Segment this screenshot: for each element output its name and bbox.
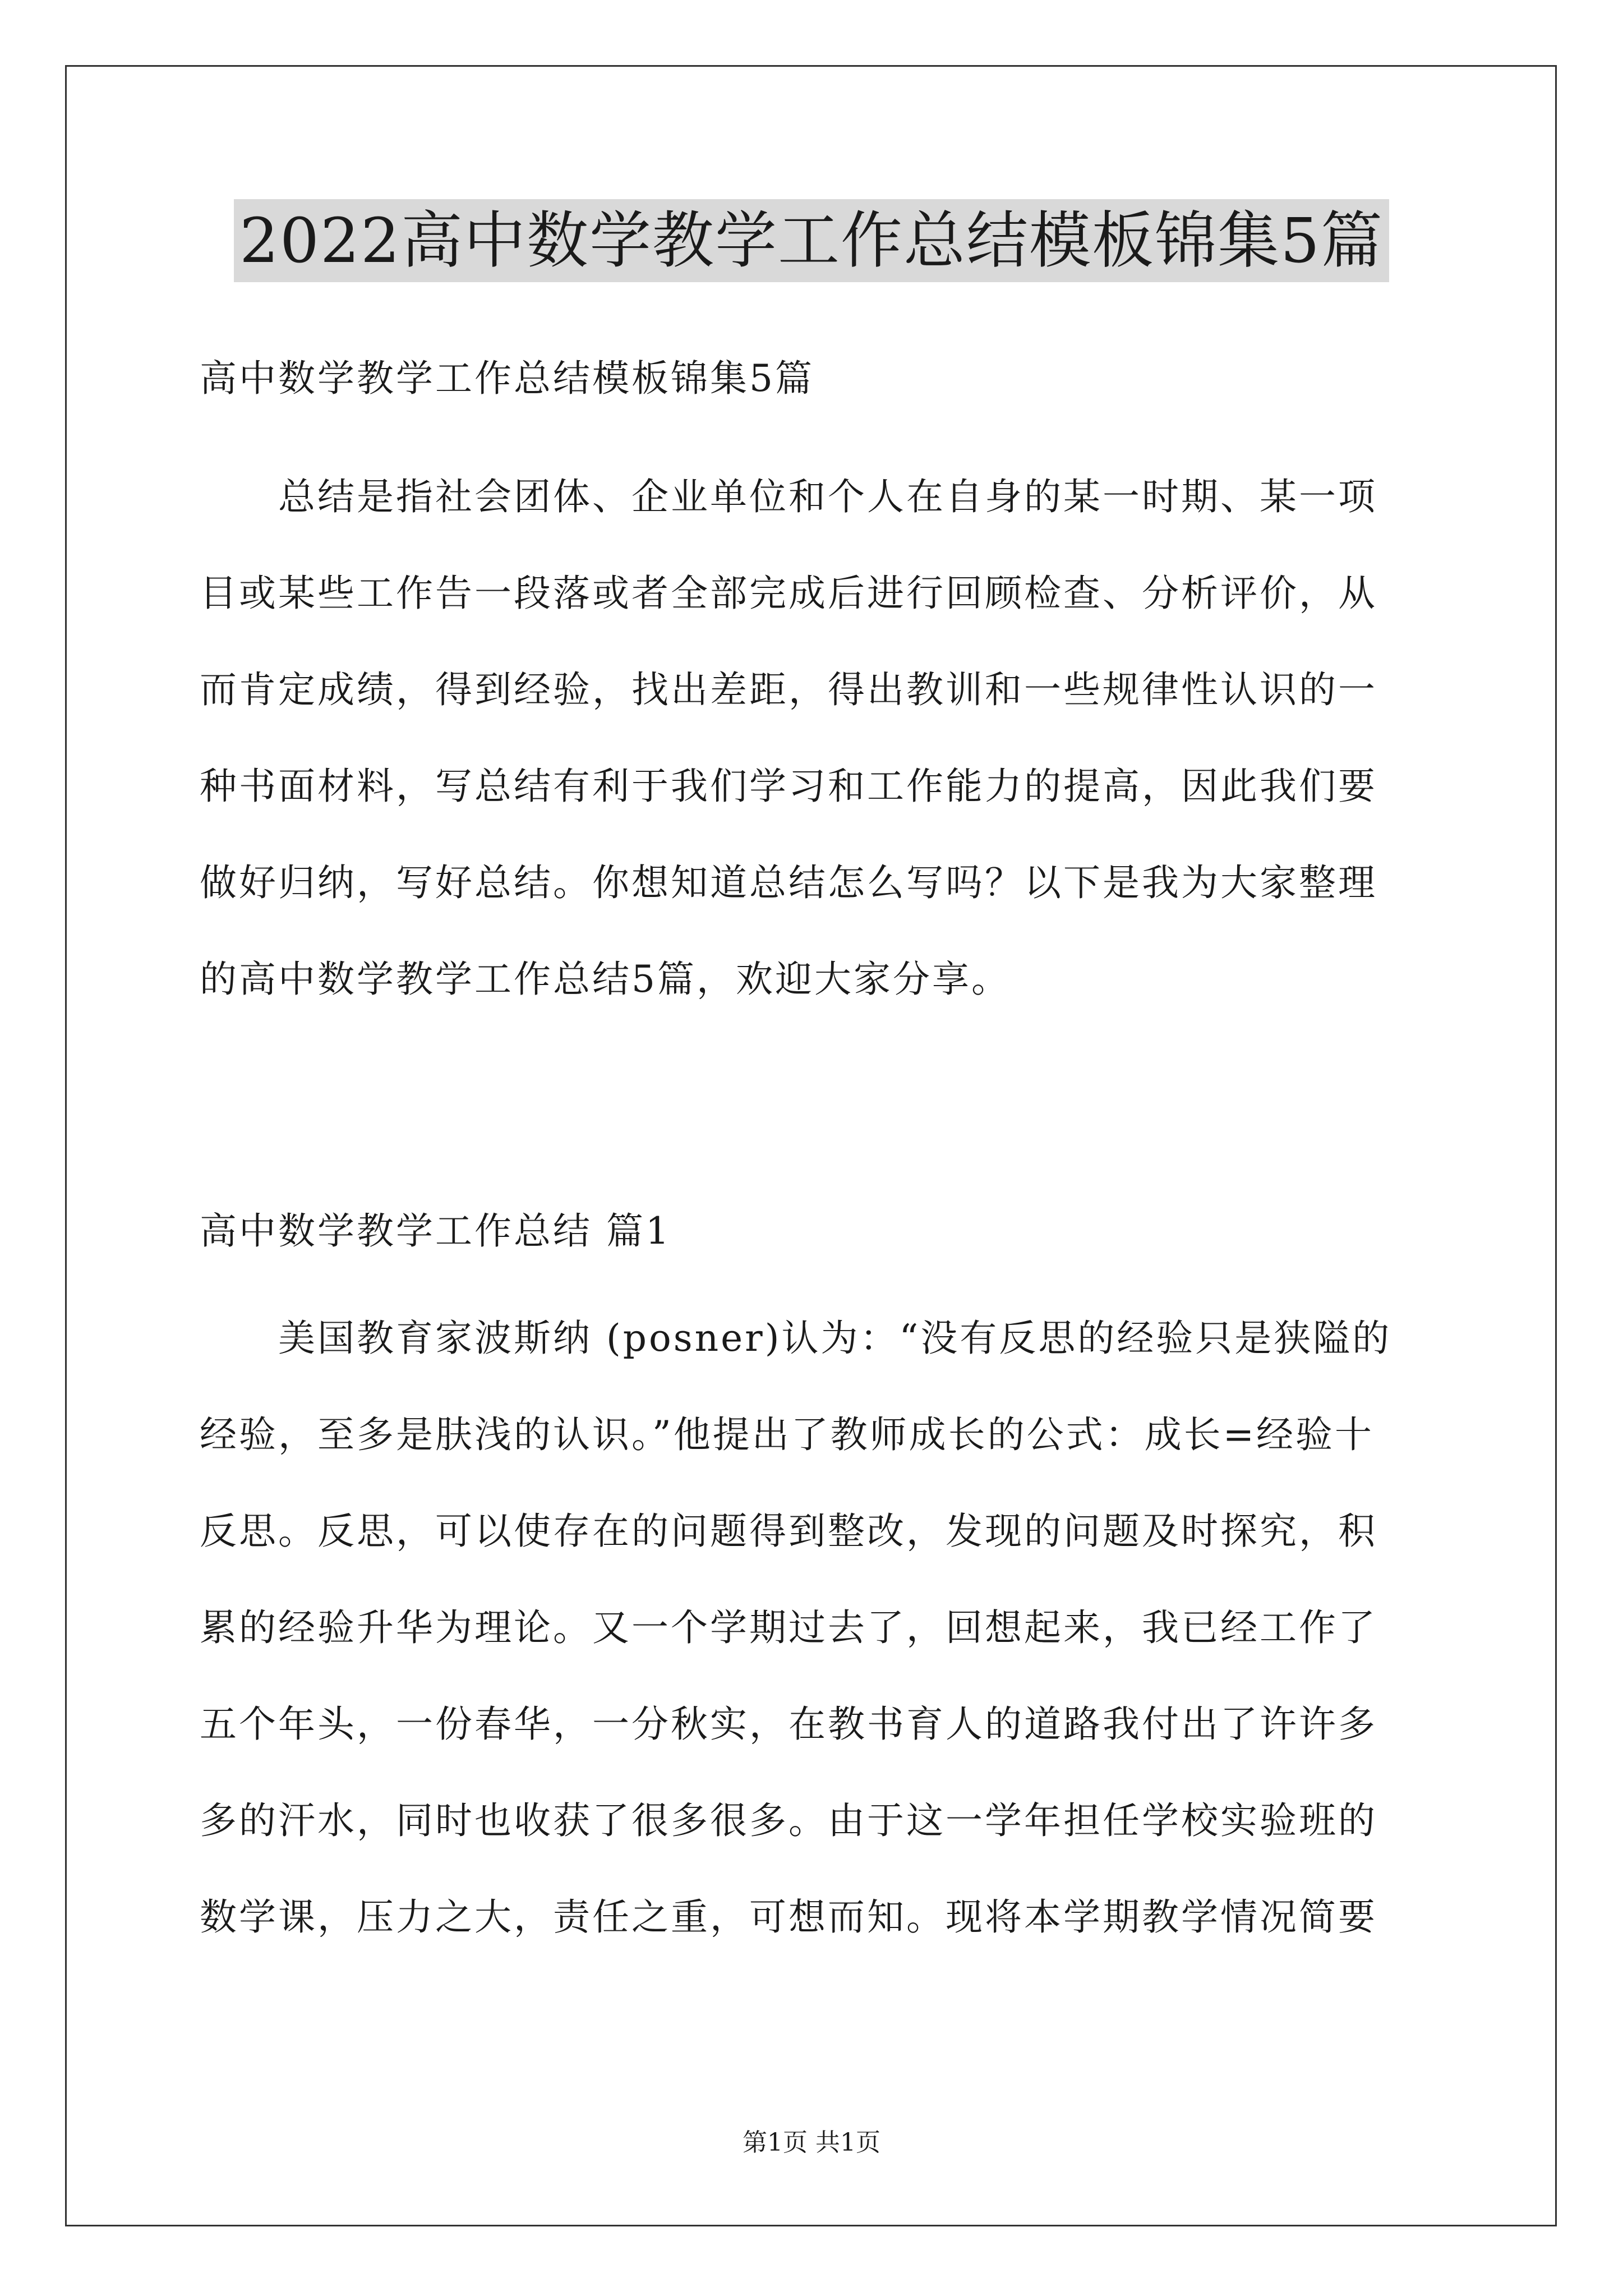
body-line: 数学课，压力之大，责任之重，可想而知。现将本学期教学情况简要 (200, 1895, 1377, 1939)
intro-line: 的高中数学教学工作总结5篇，欢迎大家分享。 (200, 958, 1011, 1001)
intro-line: 总结是指社会团体、企业单位和个人在自身的某一时期、某一项 (278, 475, 1377, 518)
intro-line: 做好归纳，写好总结。你想知道总结怎么写吗？以下是我为大家整理 (200, 861, 1377, 904)
section-heading: 高中数学教学工作总结 篇1 (200, 1209, 671, 1253)
intro-paragraph (200, 449, 1428, 1028)
page-footer: 第1页 共1页 (743, 2128, 880, 2157)
body-line: 美国教育家波斯纳 (posner)认为：“没有反思的经验只是狭隘的 (278, 1317, 1392, 1360)
intro-line: 种书面材料，写总结有利于我们学习和工作能力的提高，因此我们要 (200, 765, 1377, 808)
title-container (0, 199, 1623, 282)
section-body-paragraph (200, 1290, 1428, 1966)
document-title: 2022高中数学教学工作总结模板锦集5篇 (234, 199, 1389, 282)
body-line: 反思。反思，可以使存在的问题得到整改，发现的问题及时探究，积 (200, 1510, 1377, 1553)
document-subtitle: 高中数学教学工作总结模板锦集5篇 (200, 357, 814, 400)
body-line: 多的汗水，同时也收获了很多很多。由于这一学年担任学校实验班的 (200, 1799, 1377, 1842)
intro-line: 目或某些工作告一段落或者全部完成后进行回顾检查、分析评价，从 (200, 572, 1377, 615)
intro-line: 而肯定成绩，得到经验，找出差距，得出教训和一些规律性认识的一 (200, 668, 1377, 711)
body-line: 经验，至多是肤浅的认识。”他提出了教师成长的公式：成长=经验十 (200, 1413, 1375, 1456)
body-line: 五个年头，一份春华，一分秋实，在教书育人的道路我付出了许许多 (200, 1703, 1377, 1746)
body-line: 累的经验升华为理论。又一个学期过去了，回想起来，我已经工作了 (200, 1606, 1377, 1649)
